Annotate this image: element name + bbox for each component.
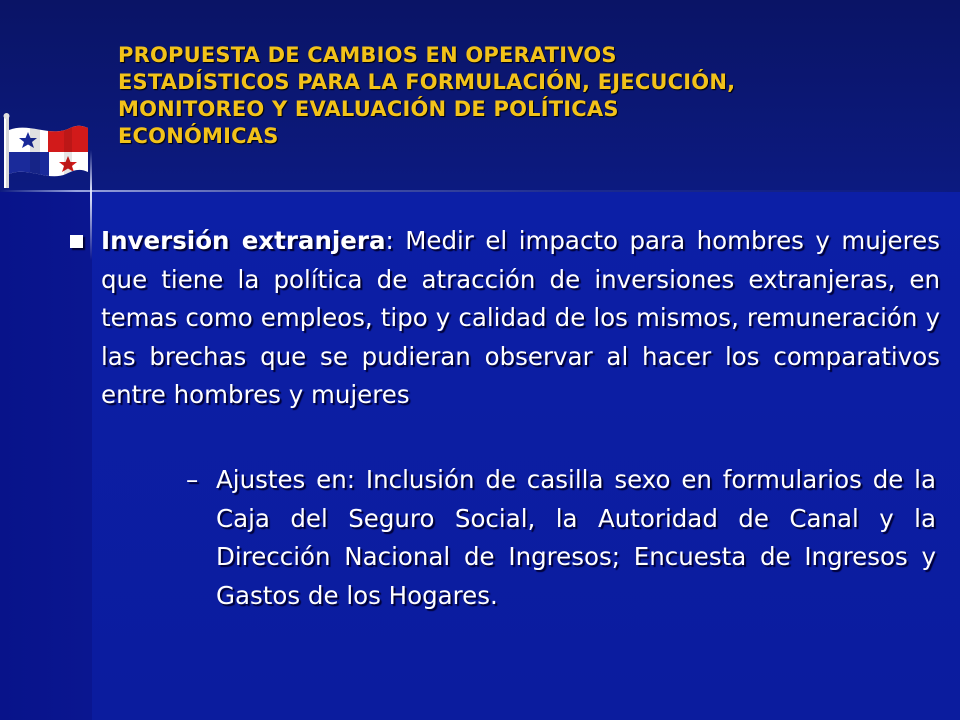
panama-flag-icon (0, 112, 96, 192)
slide-title (118, 42, 918, 150)
title-line-2: ESTADÍSTICOS PARA LA FORMULACIÓN, EJECUCIÓN, (118, 70, 736, 94)
main-bullet (70, 222, 940, 415)
dash-bullet-icon: – (186, 465, 199, 494)
bullet-description: : Medir el impacto para hombres y mujeres que tiene la política de atracción de inversiones extranjeras, en temas como empleos, tipo y calidad de los mismos, remuneración y las brechas que se pudieran observar al hacer los comparativos entre hombres y mujeres (101, 226, 940, 409)
bullet-term: Inversión extranjera (101, 226, 386, 255)
sub-bullet-text: Ajustes en: Inclusión de casilla sexo en formularios de la Caja del Seguro Social, la Autoridad de Canal y la Dirección Nacional de Ingresos; Encuesta de Ingresos y Gastos de los Hogares. (216, 465, 936, 610)
main-bullet-text (101, 222, 940, 415)
square-bullet-icon (70, 235, 83, 248)
sub-bullet (186, 461, 936, 615)
header-divider-line (0, 190, 960, 192)
title-line-4: ECONÓMICAS (118, 124, 279, 148)
title-line-3: MONITOREO Y EVALUACIÓN DE POLÍTICAS (118, 97, 619, 121)
title-line-1: PROPUESTA DE CAMBIOS EN OPERATIVOS (118, 43, 617, 67)
